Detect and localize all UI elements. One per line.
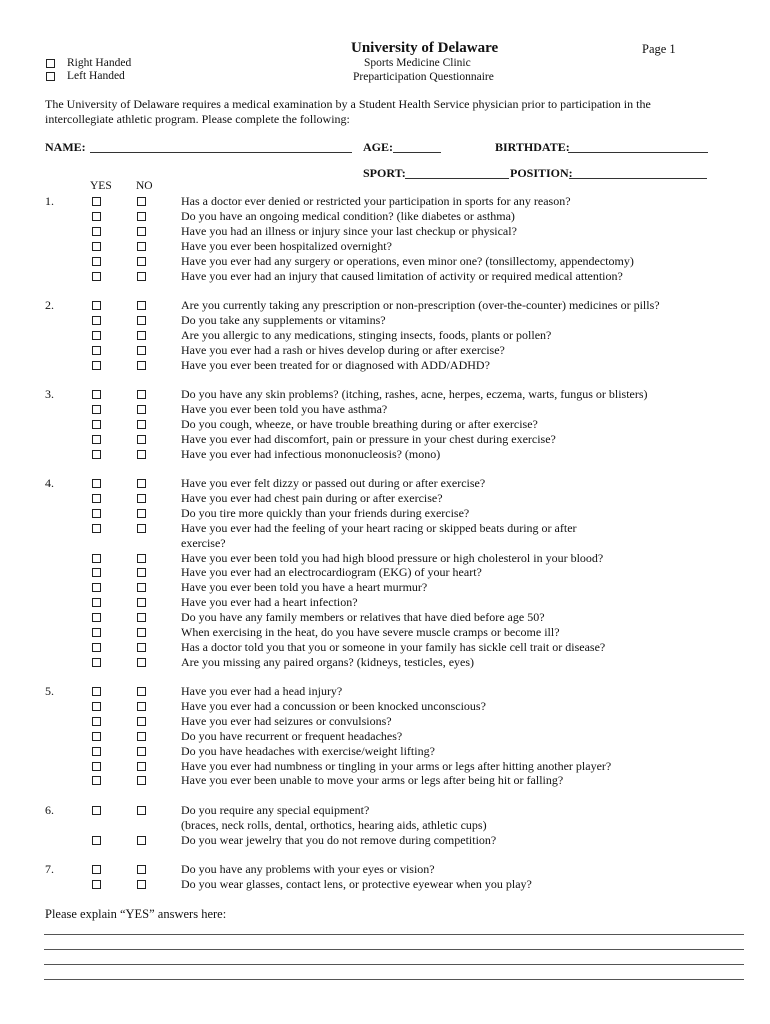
no-checkbox[interactable] <box>137 628 146 637</box>
no-checkbox[interactable] <box>137 865 146 874</box>
question-text: Do you have recurrent or frequent headaches? <box>181 729 403 743</box>
yes-checkbox[interactable] <box>92 880 101 889</box>
yes-checkbox[interactable] <box>92 658 101 667</box>
no-checkbox[interactable] <box>137 212 146 221</box>
question-text: Are you allergic to any medications, stinging insects, foods, plants or pollen? <box>181 328 552 342</box>
question-text: Do you have headaches with exercise/weight lifting? <box>181 744 435 758</box>
question-text: Do you have any family members or relatives that have died before age 50? <box>181 610 545 624</box>
yes-checkbox[interactable] <box>92 509 101 518</box>
question-text: Do you have any problems with your eyes or vision? <box>181 862 435 876</box>
question-text: Have you ever been treated for or diagnosed with ADD/ADHD? <box>181 358 490 372</box>
no-checkbox[interactable] <box>137 524 146 533</box>
yes-checkbox[interactable] <box>92 702 101 711</box>
page-number: Page 1 <box>642 42 676 56</box>
no-checkbox[interactable] <box>137 598 146 607</box>
yes-checkbox[interactable] <box>92 242 101 251</box>
question-text: Have you ever had the feeling of your heart racing or skipped beats during or after <box>181 521 577 535</box>
no-checkbox[interactable] <box>137 420 146 429</box>
position-label: POSITION: <box>510 166 573 180</box>
no-checkbox[interactable] <box>137 776 146 785</box>
yes-checkbox[interactable] <box>92 776 101 785</box>
yes-checkbox[interactable] <box>92 613 101 622</box>
no-checkbox[interactable] <box>137 643 146 652</box>
no-checkbox[interactable] <box>137 479 146 488</box>
question-text: Have you ever had a heart infection? <box>181 595 358 609</box>
question-text: Have you ever been told you have asthma? <box>181 402 388 416</box>
age-label: AGE: <box>363 140 393 154</box>
question-text: Do you wear jewelry that you do not remove during competition? <box>181 833 497 847</box>
left-handed-checkbox[interactable] <box>46 72 55 81</box>
yes-checkbox[interactable] <box>92 331 101 340</box>
question-text: Have you ever had seizures or convulsions? <box>181 714 392 728</box>
yes-checkbox[interactable] <box>92 494 101 503</box>
question-text: Are you missing any paired organs? (kidneys, testicles, eyes) <box>181 655 475 669</box>
yes-checkbox[interactable] <box>92 420 101 429</box>
no-checkbox[interactable] <box>137 554 146 563</box>
no-checkbox[interactable] <box>137 346 146 355</box>
name-field[interactable] <box>90 152 352 153</box>
yes-checkbox[interactable] <box>92 583 101 592</box>
explain-line[interactable] <box>44 979 744 980</box>
no-checkbox[interactable] <box>137 435 146 444</box>
yes-checkbox[interactable] <box>92 257 101 266</box>
yes-checkbox[interactable] <box>92 568 101 577</box>
yes-checkbox[interactable] <box>92 227 101 236</box>
no-checkbox[interactable] <box>137 272 146 281</box>
question-continuation: (braces, neck rolls, dental, orthotics, hearing aids, athletic cups) <box>181 818 487 832</box>
age-field[interactable] <box>393 152 441 153</box>
no-checkbox[interactable] <box>137 687 146 696</box>
section-number: 7. <box>45 862 54 876</box>
question-text: Have you ever felt dizzy or passed out during or after exercise? <box>181 476 486 490</box>
yes-checkbox[interactable] <box>92 346 101 355</box>
no-checkbox[interactable] <box>137 257 146 266</box>
question-text: Do you have any skin problems? (itching, rashes, acne, herpes, eczema, warts, fungus or blisters) <box>181 387 648 401</box>
question-text: Do you require any special equipment? <box>181 803 370 817</box>
question-continuation: exercise? <box>181 536 226 550</box>
yes-checkbox[interactable] <box>92 301 101 310</box>
no-checkbox[interactable] <box>137 197 146 206</box>
question-text: Do you cough, wheeze, or have trouble breathing during or after exercise? <box>181 417 538 431</box>
no-checkbox[interactable] <box>137 717 146 726</box>
no-checkbox[interactable] <box>137 509 146 518</box>
yes-checkbox[interactable] <box>92 717 101 726</box>
section-number: 2. <box>45 298 54 312</box>
no-checkbox[interactable] <box>137 583 146 592</box>
no-checkbox[interactable] <box>137 880 146 889</box>
yes-checkbox[interactable] <box>92 762 101 771</box>
section-number: 6. <box>45 803 54 817</box>
yes-checkbox[interactable] <box>92 628 101 637</box>
no-checkbox[interactable] <box>137 450 146 459</box>
yes-checkbox[interactable] <box>92 865 101 874</box>
sport-field[interactable] <box>405 178 509 179</box>
intro-line-1: The University of Delaware requires a medical examination by a Student Health Service physician prior to participation in the <box>45 97 651 111</box>
name-label: NAME: <box>45 140 86 154</box>
explain-label: Please explain “YES” answers here: <box>45 907 227 921</box>
intro-line-2: intercollegiate athletic program. Please complete the following: <box>45 112 350 126</box>
yes-checkbox[interactable] <box>92 435 101 444</box>
yes-column-header: YES <box>90 180 112 192</box>
question-text: Have you ever had a rash or hives develop during or after exercise? <box>181 343 505 357</box>
yes-checkbox[interactable] <box>92 361 101 370</box>
right-handed-label: Right Handed <box>67 57 132 69</box>
question-text: Have you ever had any surgery or operations, even minor one? (tonsillectomy, appendectomy) <box>181 254 634 268</box>
yes-checkbox[interactable] <box>92 524 101 533</box>
no-checkbox[interactable] <box>137 702 146 711</box>
yes-checkbox[interactable] <box>92 390 101 399</box>
explain-line[interactable] <box>44 949 744 950</box>
yes-checkbox[interactable] <box>92 732 101 741</box>
yes-checkbox[interactable] <box>92 747 101 756</box>
form-title: University of Delaware <box>351 40 499 56</box>
left-handed-label: Left Handed <box>67 70 125 82</box>
question-text: Are you currently taking any prescription or non-prescription (over-the-counter) medicines or pills? <box>181 298 660 312</box>
yes-checkbox[interactable] <box>92 479 101 488</box>
question-text: Do you tire more quickly than your friends during exercise? <box>181 506 470 520</box>
yes-checkbox[interactable] <box>92 598 101 607</box>
question-text: Have you ever had chest pain during or after exercise? <box>181 491 443 505</box>
question-text: Have you ever had numbness or tingling in your arms or legs after hitting another player? <box>181 759 612 773</box>
no-checkbox[interactable] <box>137 762 146 771</box>
no-checkbox[interactable] <box>137 806 146 815</box>
sport-label: SPORT: <box>363 166 406 180</box>
no-checkbox[interactable] <box>137 301 146 310</box>
section-number: 5. <box>45 684 54 698</box>
no-checkbox[interactable] <box>137 227 146 236</box>
no-checkbox[interactable] <box>137 361 146 370</box>
birthdate-field[interactable] <box>568 152 708 153</box>
question-text: Have you ever been told you have a heart murmur? <box>181 580 428 594</box>
explain-line[interactable] <box>44 964 744 965</box>
question-text: Have you ever been told you had high blood pressure or high cholesterol in your blood? <box>181 551 604 565</box>
yes-checkbox[interactable] <box>92 450 101 459</box>
question-text: Do you wear glasses, contact lens, or protective eyewear when you play? <box>181 877 532 891</box>
no-checkbox[interactable] <box>137 316 146 325</box>
no-checkbox[interactable] <box>137 568 146 577</box>
yes-checkbox[interactable] <box>92 554 101 563</box>
question-text: Have you ever had a head injury? <box>181 684 343 698</box>
no-checkbox[interactable] <box>137 658 146 667</box>
position-field[interactable] <box>569 178 707 179</box>
explain-line[interactable] <box>44 934 744 935</box>
no-checkbox[interactable] <box>137 732 146 741</box>
no-checkbox[interactable] <box>137 747 146 756</box>
yes-checkbox[interactable] <box>92 272 101 281</box>
no-checkbox[interactable] <box>137 405 146 414</box>
birthdate-label: BIRTHDATE: <box>495 140 570 154</box>
question-text: Have you had an illness or injury since your last checkup or physical? <box>181 224 517 238</box>
question-text: Have you ever been unable to move your arms or legs after being hit or falling? <box>181 773 564 787</box>
question-text: Have you ever had an injury that caused limitation of activity or required medical attention? <box>181 269 623 283</box>
question-text: Has a doctor told you that you or someone in your family has sickle cell trait or disease? <box>181 640 606 654</box>
right-handed-checkbox[interactable] <box>46 59 55 68</box>
form-name: Preparticipation Questionnaire <box>353 71 494 83</box>
yes-checkbox[interactable] <box>92 687 101 696</box>
question-text: When exercising in the heat, do you have severe muscle cramps or become ill? <box>181 625 560 639</box>
question-text: Have you ever been hospitalized overnight? <box>181 239 392 253</box>
yes-checkbox[interactable] <box>92 212 101 221</box>
no-checkbox[interactable] <box>137 390 146 399</box>
yes-checkbox[interactable] <box>92 643 101 652</box>
section-number: 4. <box>45 476 54 490</box>
no-checkbox[interactable] <box>137 836 146 845</box>
yes-checkbox[interactable] <box>92 836 101 845</box>
no-checkbox[interactable] <box>137 613 146 622</box>
question-text: Have you ever had infectious mononucleosis? (mono) <box>181 447 441 461</box>
question-text: Have you ever had discomfort, pain or pressure in your chest during exercise? <box>181 432 556 446</box>
clinic-name: Sports Medicine Clinic <box>364 57 471 69</box>
section-number: 3. <box>45 387 54 401</box>
yes-checkbox[interactable] <box>92 405 101 414</box>
no-checkbox[interactable] <box>137 331 146 340</box>
no-checkbox[interactable] <box>137 494 146 503</box>
yes-checkbox[interactable] <box>92 316 101 325</box>
yes-checkbox[interactable] <box>92 806 101 815</box>
question-text: Do you take any supplements or vitamins? <box>181 313 386 327</box>
no-checkbox[interactable] <box>137 242 146 251</box>
yes-checkbox[interactable] <box>92 197 101 206</box>
question-text: Has a doctor ever denied or restricted your participation in sports for any reason? <box>181 194 571 208</box>
no-column-header: NO <box>136 180 153 192</box>
question-text: Have you ever had a concussion or been knocked unconscious? <box>181 699 486 713</box>
question-text: Have you ever had an electrocardiogram (EKG) of your heart? <box>181 565 482 579</box>
section-number: 1. <box>45 194 54 208</box>
question-text: Do you have an ongoing medical condition? (like diabetes or asthma) <box>181 209 515 223</box>
